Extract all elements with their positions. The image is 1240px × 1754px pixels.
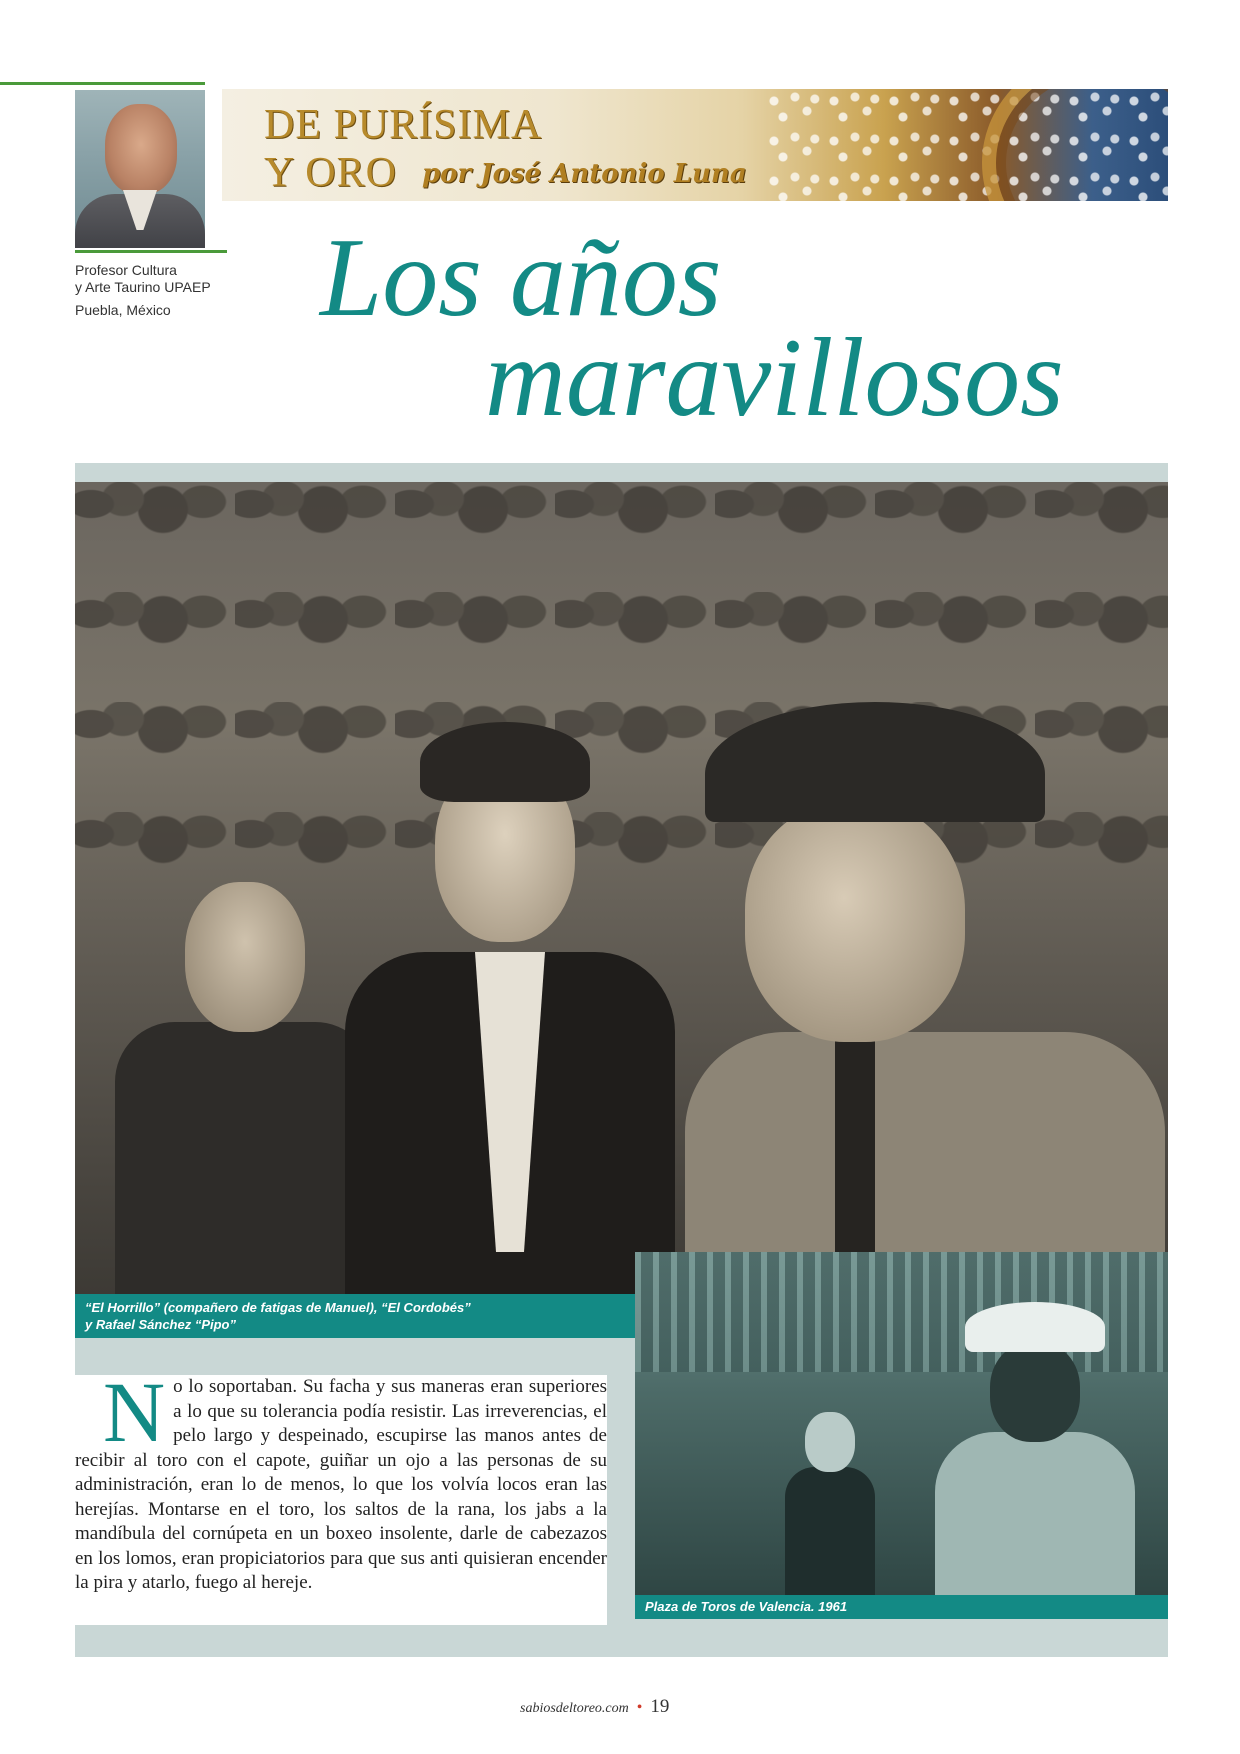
valencia-photo — [635, 1252, 1168, 1595]
main-caption-line2: y Rafael Sánchez “Pipo” — [85, 1317, 236, 1332]
main-caption-line1: “El Horrillo” (compañero de fatigas de Manuel), “El Cordobés” — [85, 1300, 471, 1315]
drop-cap: N — [103, 1364, 166, 1460]
author-role-line1: Profesor Cultura — [75, 262, 177, 278]
article-paragraph: o lo soportaban. Su facha y sus maneras eran superiores a lo que su tolerancia podía resistir. Las irreverencias, el pelo largo y despeinado, escupirse las manos antes de recibir al toro con el capote, guiñar un ojo a las personas de su administración, eran lo de menos, lo que los volvía locos eran las herejías. Montarse en el toro, los saltos de la rana, los jabs a la mandíbula del cornúpeta en un boxeo insolente, darle de cabezazos en los lomos, eran propiciatorios para que sus anti quisieran encender la pira y atarlo, fuego al hereje. — [75, 1376, 607, 1593]
page-footer — [520, 1696, 820, 1718]
valencia-photo-caption: Plaza de Toros de Valencia. 1961 — [635, 1595, 1168, 1619]
main-photo — [75, 482, 1168, 1294]
author-role-line2: y Arte Taurino UPAEP — [75, 279, 211, 295]
figure-rafael-sanchez-pipo — [685, 702, 1165, 1294]
banner-title-line2: Y ORO — [264, 150, 397, 196]
figure-el-cordobes — [335, 722, 675, 1294]
headline-line1: Los años — [320, 216, 722, 340]
footer-bullet-icon: • — [636, 1699, 643, 1716]
banner-title-line1: DE PURÍSIMA — [264, 102, 543, 148]
author-location: Puebla, México — [75, 302, 171, 318]
author-portrait — [75, 90, 205, 248]
figure-boy — [785, 1412, 875, 1595]
article-headline — [320, 216, 1180, 440]
banner-byline: por José Antonio Luna — [422, 159, 747, 189]
main-photo-caption — [75, 1294, 635, 1338]
headline-line2: maravillosos — [485, 316, 1064, 440]
page-number: 19 — [650, 1696, 670, 1717]
portrait-green-rule — [75, 250, 227, 253]
banner-ornament-decoration — [982, 89, 1168, 201]
author-meta — [75, 262, 245, 319]
top-green-rule — [0, 82, 205, 85]
footer-site: sabiosdeltoreo.com — [520, 1701, 629, 1716]
column-banner — [222, 89, 1168, 201]
figure-man-with-hat — [935, 1302, 1135, 1595]
article-body — [75, 1364, 607, 1625]
